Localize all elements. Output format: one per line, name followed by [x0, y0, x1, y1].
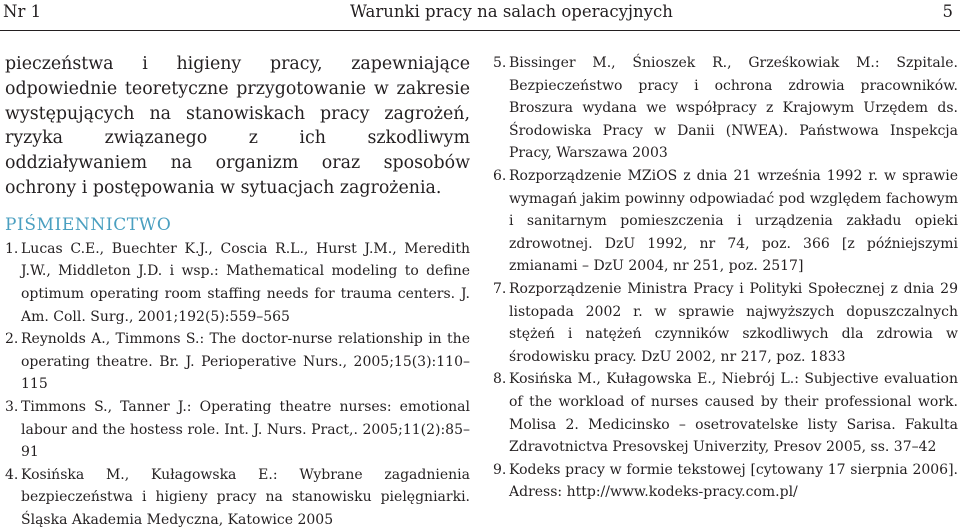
reference-item [493, 278, 958, 368]
reference-number: 4. [5, 466, 19, 483]
reference-number: 8. [493, 371, 507, 388]
reference-list-right [493, 52, 958, 504]
reference-number: 5. [493, 55, 507, 71]
left-column [5, 52, 470, 532]
reference-item [493, 52, 958, 165]
reference-text: Rozporządzenie Ministra Pracy i Polityki Społecznej z dnia 29 listopada 2002 r. w sprawie najwyższych dopuszczalnych stężeń i natężeń czynników szkodliwych dla zdrowia w środowisku pracy. DzU 2002, nr 217, poz. 1833 [509, 280, 958, 365]
reference-item [5, 238, 470, 328]
reference-number: 6. [493, 167, 507, 184]
reference-item [493, 368, 958, 458]
reference-text: Rozporządzenie MZiOS z dnia 21 września 1992 r. w sprawie wymagań jakim powinny odpowiadać pod względem fachowym i sanitarnym pomieszczenia i urządzenia zakładu opieki zdrowotnej. DzU 1992, nr 74, poz. 366 [z późniejszymi zmianami – DzU 2004, nr 251, poz. 2517] [509, 167, 958, 275]
reference-number: 1. [5, 240, 19, 257]
issue-number: Nr 1 [3, 2, 42, 21]
reference-text: Lucas C.E., Buechter K.J., Coscia R.L., Hurst J.M., Meredith J.W., Middleton J.D. i wsp.: Mathematical modeling to define optimum operating room staffing needs for trauma centers. J. Am. Coll. Surg., 2001;192(5):559–565 [21, 240, 470, 325]
reference-text: Reynolds A., Timmons S.: The doctor-nurse relationship in the operating theatre. Br. J. Perioperative Nurs., 2005;15(3):110–115 [21, 331, 470, 393]
reference-number: 3. [5, 398, 19, 415]
reference-item [5, 464, 470, 532]
reference-number: 9. [493, 461, 507, 478]
reference-item [493, 165, 958, 278]
reference-text: Timmons S., Tanner J.: Operating theatre nurses: emotional labour and the hostess role. Int. J. Nurs. Pract,. 2005;11(2):85–91 [21, 398, 470, 461]
reference-list-left [5, 238, 470, 532]
reference-item [5, 396, 470, 464]
reference-text: Kodeks pracy w formie tekstowej [cytowany 17 sierpnia 2006]. Adress: http://www.kodeks-pracy.com.pl/ [509, 461, 958, 501]
section-title: PIŚMIENNICTWO [5, 214, 172, 235]
running-title: Warunki pracy na salach operacyjnych [350, 2, 673, 21]
reference-text: Kosińska M., Kułagowska E., Niebrój L.: Subjective evaluation of the workload of nurses caused by their professional work. Molisa 2. Medicinsko – osetrovatelske listy Sarisa. Fakulta Zdravotnictva Presovskej Univerzity, Presov 2005, ss. 37–42 [509, 371, 958, 456]
header-rule [0, 30, 960, 31]
reference-item [5, 328, 470, 396]
reference-number: 2. [5, 331, 19, 348]
intro-paragraph: pieczeństwa i higieny pracy, zapewniające odpowiednie teoretyczne przygotowanie w zakresie występujących na stanowiskach pracy zagrożeń, ryzyka związanego z ich szkodliwym oddziaływaniem na organizm oraz sposobów ochrony i postępowania w sytuacjach zagrożenia. [5, 54, 470, 198]
page-header [0, 0, 960, 30]
page-number: 5 [942, 2, 953, 21]
right-column [493, 52, 958, 504]
reference-text: Bissinger M., Śnioszek R., Grześkowiak M.: Szpitale. Bezpieczeństwo pracy i ochrona zdrowia pracowników. Broszura wydana we współpracy z Krajowym Urzędem ds. Środowiska Pracy w Danii (NWEA). Państwowa Inspekcja Pracy, Warszawa 2003 [509, 55, 958, 162]
reference-text: Kosińska M., Kułagowska E.: Wybrane zagadnienia bezpieczeństwa i higieny pracy na stanowisku pielęgniarki. Śląska Akademia Medyczna, Katowice 2005 [21, 466, 470, 528]
reference-number: 7. [493, 280, 507, 297]
reference-item [493, 459, 958, 504]
